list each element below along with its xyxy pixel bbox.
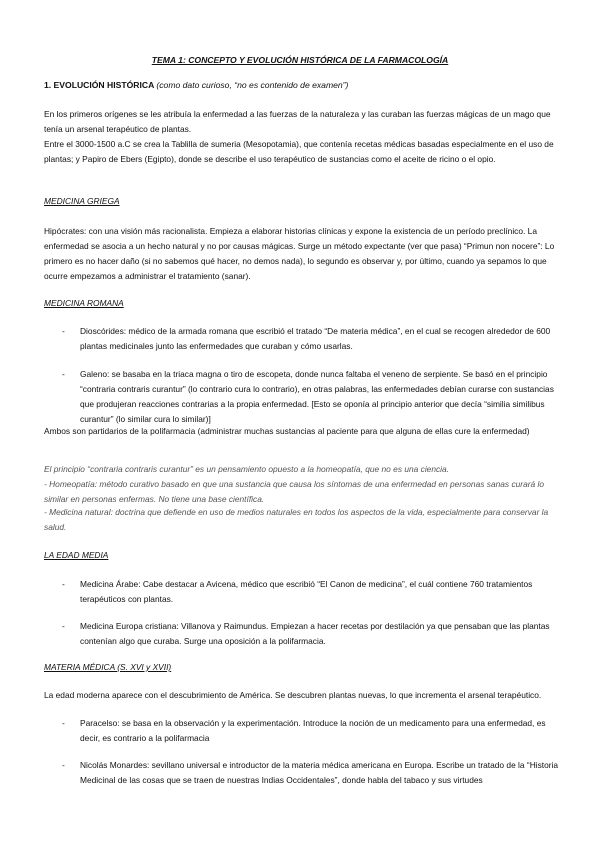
bullet-dash: - (62, 579, 65, 589)
bullet-dash: - (62, 718, 65, 728)
intro-paragraph-1: En los primeros orígenes se les atribuía la enfermedad a las fuerzas de la naturaleza y las curaban las fuerzas mágicas de un mago que tenía un arsenal terapéutico de plantas. (44, 109, 551, 134)
note-contraria: El principio “contraria contraris curantur” es un pensamiento opuesto a la homeopatía, que no es una ciencia. (44, 464, 450, 474)
bullet-text: Medicina Europa cristiana: Villanova y Raimundus. Empiezan a hacer recetas por destilación ya que pensaban que las plantas contenían algo que curaba. Surge una oposición a la polifarmacia. (80, 621, 550, 646)
bullet-dash: - (62, 621, 65, 631)
bullet-dash: - (62, 369, 65, 379)
bullet-text: Medicina Árabe: Cabe destacar a Avicena, médico que escribió “El Canon de medicina”, el cuál contiene 760 tratamientos terapéuticos con plantas. (80, 579, 533, 604)
section-heading-note: (como dato curioso, “no es contenido de examen”) (156, 80, 349, 90)
document-title: TEMA 1: CONCEPTO Y EVOLUCIÓN HISTÓRICA DE LA FARMACOLOGÍA (151, 55, 449, 65)
heading-materia-medica: MATERIA MÉDICA (S. XVI y XVII) (44, 662, 172, 672)
note-medicina-natural: - Medicina natural: doctrina que defiende en uso de medios naturales en todos los aspectos de la vida, especialmente para conservar la salud. (44, 507, 549, 532)
bullet-dash: - (62, 760, 65, 770)
bullet-text: Galeno: se basaba en la triaca magna o tiro de escopeta, donde nunca faltaba el veneno de serpiente. Se basó en el principio “contraria contraris curantur” (lo contrario cura lo contrario), en otras palabras, las enfermedades debían curarse con sustancias que produjeran reacciones contrarias a la propia enfermedad. [Esto se oponía al principio anterior que decía “similia similibus curantur” (lo similar cura lo similar)] (80, 369, 554, 424)
paragraph-edad-moderna: La edad moderna aparece con el descubrimiento de América. Se descubren plantas nuevas, lo que incrementa el arsenal terapéutico. (44, 690, 542, 700)
section-heading-text: 1. EVOLUCIÓN HISTÓRICA (44, 80, 154, 90)
section-heading-evolucion (44, 80, 348, 90)
heading-edad-media: LA EDAD MEDIA (44, 550, 109, 560)
bullet-text: Dioscórides: médico de la armada romana que escribió el tratado “De materia médica”, en el cual se recogen alrededor de 600 plantas medicinales junto las enfermedades que curaban y cómo usarlas. (80, 326, 551, 351)
paragraph-hipocrates: Hipócrates: con una visión más racionalista. Empieza a elaborar historias clínicas y expone la existencia de un período preclínico. La enfermedad se asocia a un hecho natural y no por causas mágicas. Surge un método expectante (ver que pasa) “Primun non nocere”: Lo primero es no hacer daño (si no sabemos qué hacer, no demos nada), lo segundo es observar y, por último, cuando ya sepamos lo que ocurre empezamos a administrar el tratamiento (sanar). (44, 226, 555, 281)
heading-medicina-griega: MEDICINA GRIEGA (44, 196, 120, 206)
bullet-text: Nicolás Monardes: sevillano universal e introductor de la materia médica americana en Europa. Escribe un tratado de la “Historia Medicinal de las cosas que se traen de nuestras Indias Occidentales”, donde habla del tabaco y sus virtudes (80, 760, 559, 785)
intro-paragraph-2: Entre el 3000-1500 a.C se crea la Tablilla de sumeria (Mesopotamia), que contenía recetas médicas basadas especialmente en el uso de plantas; y Papiro de Ebers (Egipto), donde se describe el uso terapéutico de sustancias como el aceite de ricino o el opio. (44, 139, 554, 164)
note-homeopatia: - Homeopatía: método curativo basado en que una sustancia que causa los síntomas de una enfermedad en personas sanas curará lo similar en personas enfermas. No tiene una base científica. (44, 479, 545, 504)
bullet-text: Paracelso: se basa en la observación y la experimentación. Introduce la noción de un medicamento para una enfermedad, es decir, es contrario a la polifarmacia (80, 718, 546, 743)
paragraph-polifarmacia: Ambos son partidarios de la polifarmacia (administrar muchas sustancias al paciente para que alguna de ellas cure la enfermedad) (44, 426, 530, 436)
heading-medicina-romana: MEDICINA ROMANA (44, 298, 124, 308)
bullet-dash: - (62, 326, 65, 336)
